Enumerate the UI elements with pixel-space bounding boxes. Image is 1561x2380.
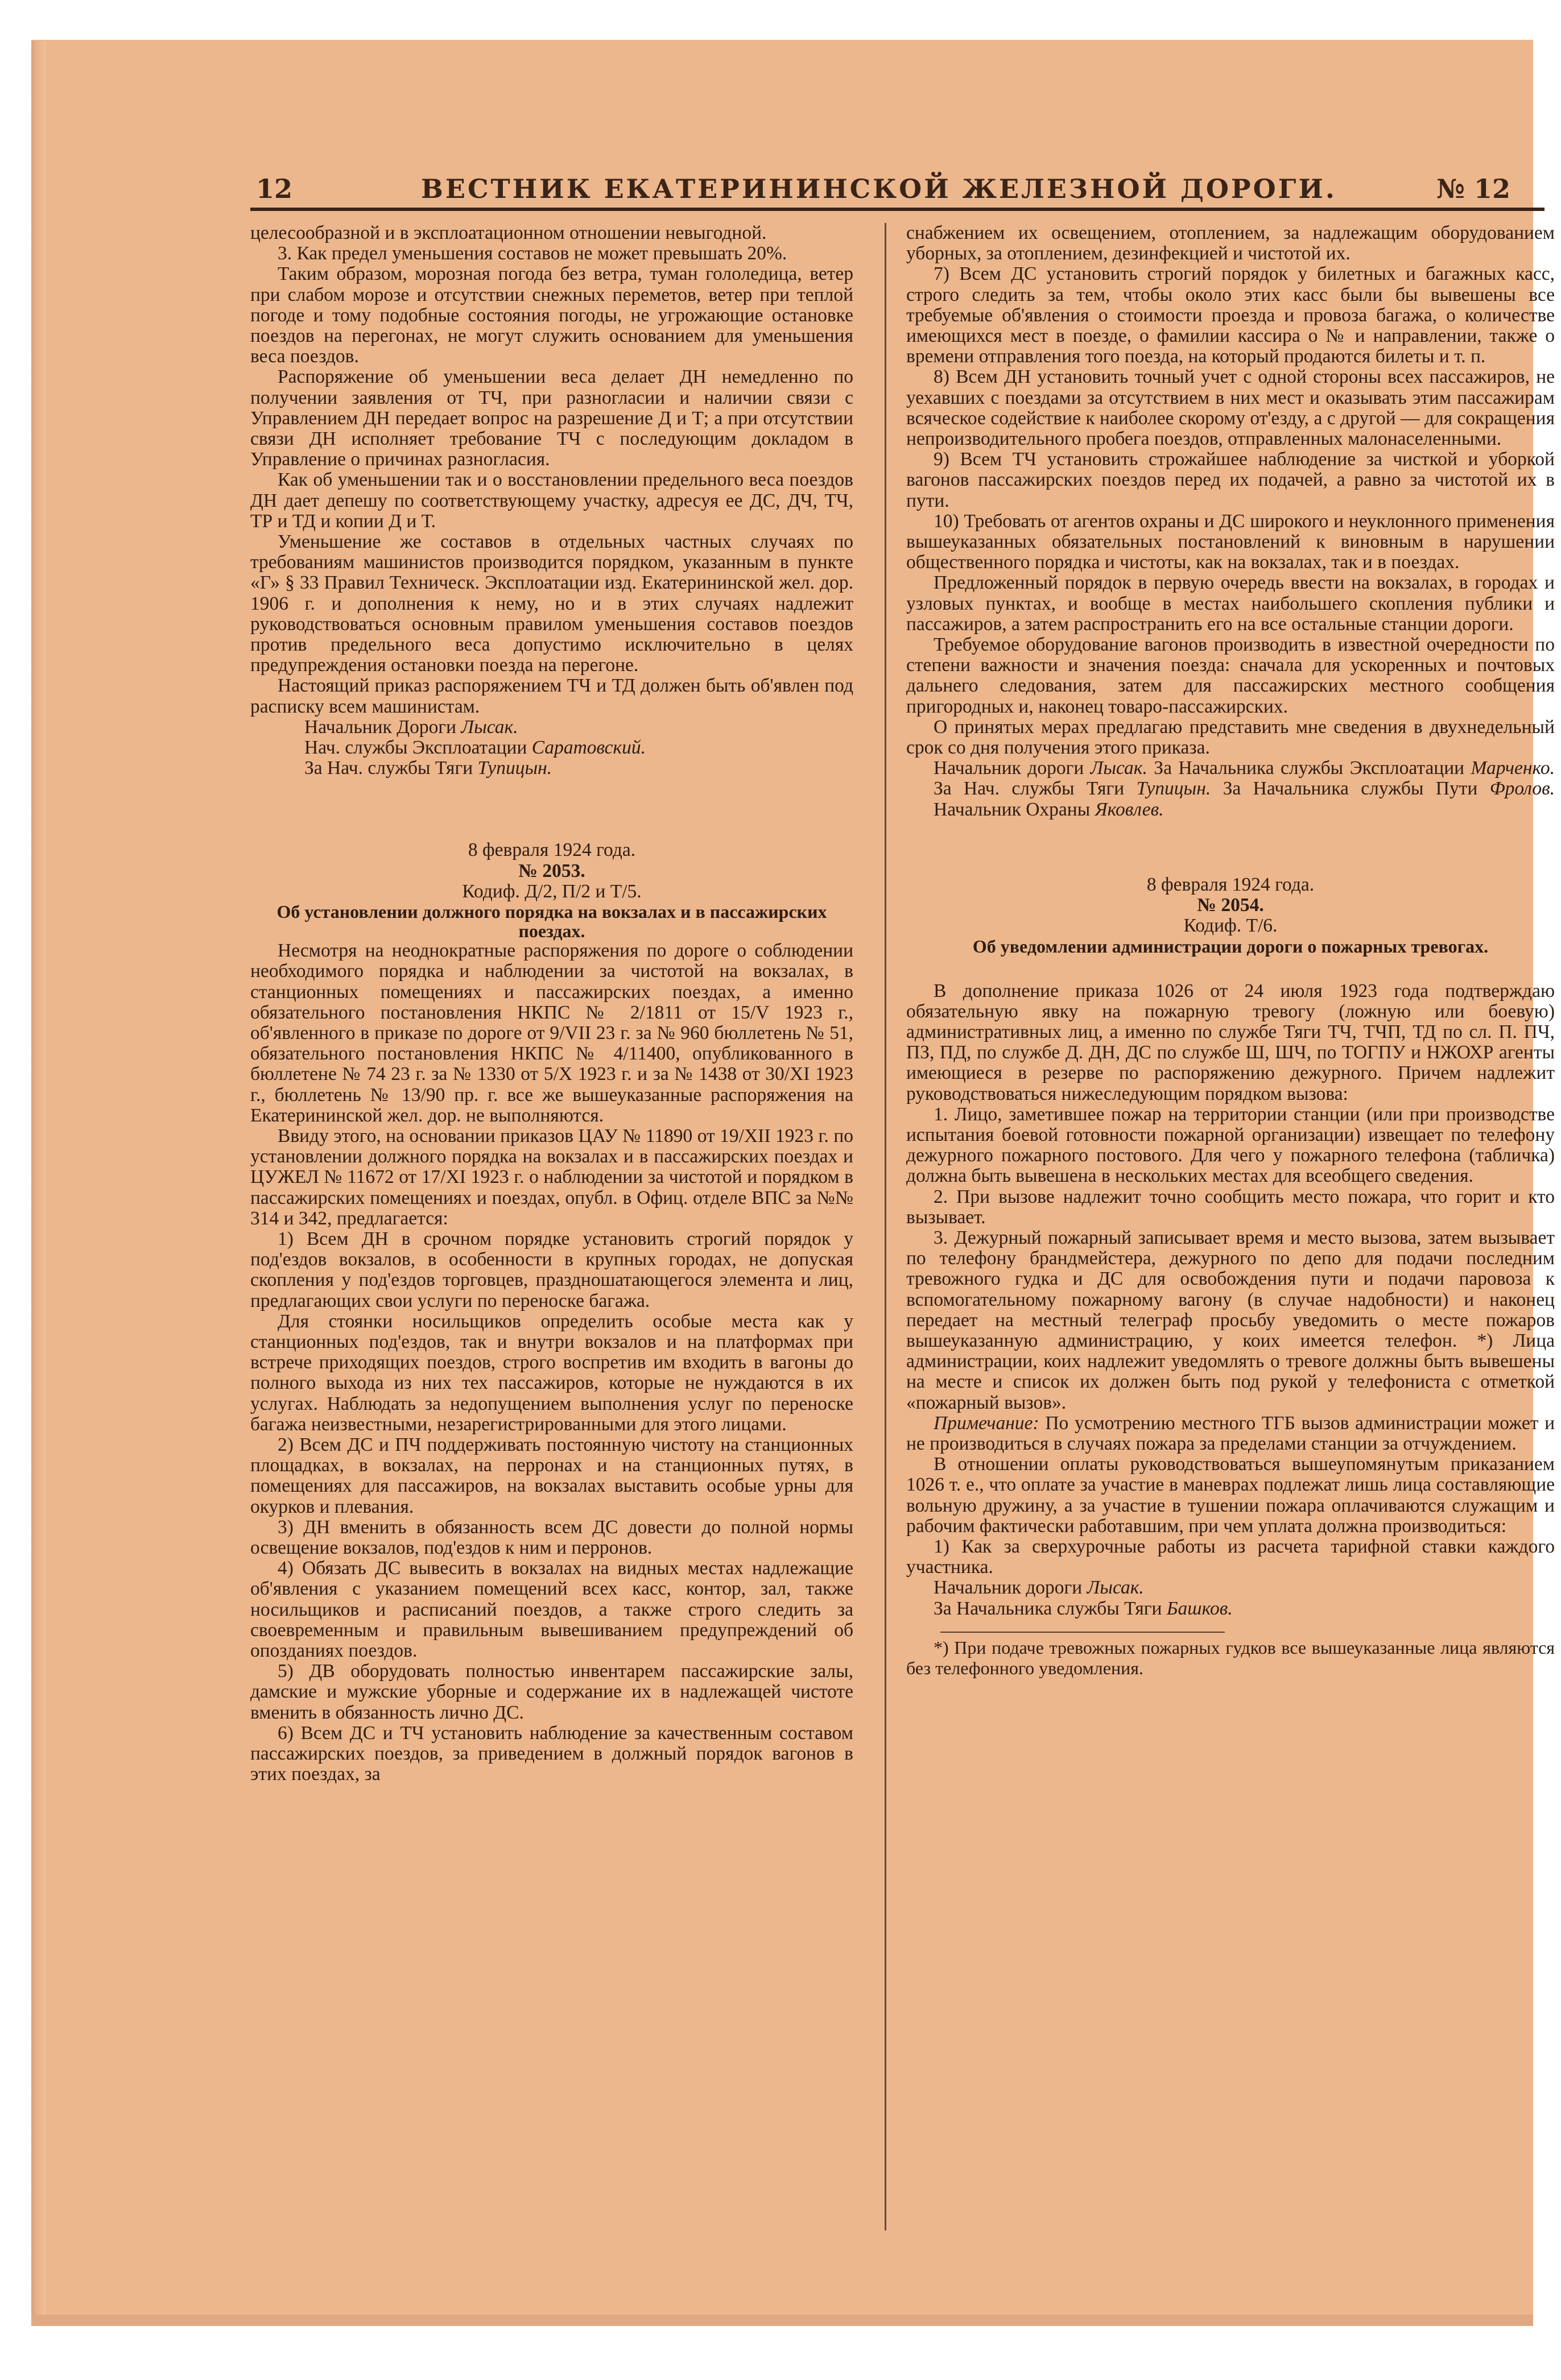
paragraph: 6) Всем ДС и ТЧ установить наблюдение за качественным составом пассажирских поездов, за приведением в должный порядок вагонов в этих поездах, за [250, 1722, 853, 1785]
issue-number: № 12 [1436, 173, 1511, 204]
order-title: Об установлении должного порядка на вокзалах и в пассажирских поездах. [276, 901, 827, 942]
order-codification: Кодиф. Т/6. [1183, 915, 1278, 937]
signature-name: Лысак. [461, 716, 518, 738]
page-bottom-edge [31, 2315, 1533, 2326]
header-rule [250, 208, 1545, 211]
order-title: Об уведомлении администрации дороги о пожарных тревогах. [972, 936, 1489, 957]
signature-title: Начальник дороги [934, 1577, 1083, 1599]
paragraph: 8) Всем ДН установить точный учет с одной стороны всех пассажиров, не уехавших с поездами за отсутствием в них мест и оказывать этим пассажирам всяческое содействие к наиболее скорому от'езду, а с другой — для сокращения непроизводительного пробега поездов, отправленных малонаселенными. [906, 366, 1555, 450]
paragraph: Как об уменьшении так и о восстановлении предельного веса поездов ДН дает депешу по соответствующему участку, адресуя ее ДС, ДЧ, ТЧ, ТР и ТД и копии Д и Т. [250, 469, 853, 532]
paragraph: 4) Обязать ДС вывесить в вокзалах на видных местах надлежащие об'явления с указанием помещений всех касс, контор, зал, также носильщиков и расписаний поездов, а также строго следить за своевременным и правильным вывешиванием предупреждений об опозданиях поездов. [250, 1558, 853, 1661]
left-column [250, 223, 853, 1785]
newspaper-title: ВЕСТНИК ЕКАТЕРИНИНСКОЙ ЖЕЛЕЗНОЙ ДОРОГИ. [421, 173, 1337, 204]
paragraph: Ввиду этого, на основании приказов ЦАУ № 11890 от 19/XII 1923 г. по установлении должного порядка на вокзалах и в пассажирских поездах и ЦУЖЕЛ № 11672 от 17/XI 1923 г. о наблюдении за чистотой и порядком в пассажирских помещениях и поездах, опубл. в Офиц. отделе ВПС за №№ 314 и 342, предлагается: [250, 1125, 853, 1229]
paragraph: Настоящий приказ распоряжением ТЧ и ТД должен быть об'явлен под расписку всем машинистам. [250, 675, 853, 717]
right-column [906, 223, 1555, 1678]
signature-name: Башков. [1166, 1597, 1233, 1619]
paragraph: В отношении оплаты руководствоваться вышеупомянутым приказанием 1026 т. е., что оплате за участие в маневрах подлежат лишь лица составляющие вольную дружину, а за участие в тушении пожара оплачиваются служащим и рабочим фактически работавшим, при чем уплата должна производиться: [906, 1454, 1555, 1537]
paragraph: Уменьшение же составов в отдельных частных случаях по требованиям машинистов производится порядком, указанным в пункте «Г» § 33 Правил Техническ. Эксплоатации изд. Екатерининской жел. дор. 1906 г. и дополнения к нему, но и в этих случаях надлежит руководствоваться основным правилом уменьшения составов поездов против предельного веса допустимо исключительно в целях предупреждения остановки поезда на перегоне. [250, 531, 853, 676]
paragraph: 5) ДВ оборудовать полностью инвентарем пассажирские залы, дамские и мужские уборные и содержание их в надлежащей чистоте вменить в обязанность лично ДС. [250, 1661, 853, 1723]
footnote-rule [940, 1632, 1225, 1633]
order-date: 8 февраля 1924 года. [1146, 874, 1315, 895]
signature-title: За Начальника службы Эксплоатации [1154, 758, 1465, 779]
signature-title: За Нач. службы Тяги [934, 778, 1125, 800]
paragraph: 10) Требовать от агентов охраны и ДС широкого и неуклонного применения вышеуказанных обязательных постановлений к виновным в нарушении общественного порядка и чистоты, как на вокзалах, так и в поездах. [906, 510, 1555, 573]
paragraph: 3. Как предел уменьшения составов не может превышать 20%. [278, 243, 787, 264]
signature-line [906, 1599, 1555, 1619]
note-label: Примечание: [934, 1412, 1039, 1434]
paragraph: 1. Лицо, заметившее пожар на территории станции (или при производстве испытания боевой готовности пожарной организации) извещает по телефону дежурного пожарного постового. Для чего у пожарного телефона (табличка) должна быть вывешена в нескольких местах для всеобщего сведения. [906, 1103, 1555, 1187]
signature-title: За Нач. службы Тяги [304, 758, 473, 779]
paragraph: 2) Всем ДС и ПЧ поддерживать постоянную чистоту на станционных площадках, в вокзалах, на перронах и на станционных путях, в помещениях для пассажиров, на вокзалах выставить особые урны для окурков и плевания. [250, 1434, 853, 1517]
signature-title: Начальник Дороги [304, 716, 457, 738]
signature-name: Фролов. [1489, 778, 1555, 800]
signature-title: Начальник Охраны [934, 798, 1091, 820]
signature-name: Тупицын. [477, 758, 552, 779]
paragraph: Предложенный порядок в первую очередь ввести на вокзалах, в городах и узловых пунктах, и вообще в местах наибольшего скопления публики и пассажиров, а затем распространить его на все остальные станции дороги. [906, 572, 1555, 635]
paragraph: Распоряжение об уменьшении веса делает ДН немедленно по получении заявления от ТЧ, при разногласии и наличии связи с Управлением ДН передает вопрос на разрешение Д и Т; а при отсутствии связи ДН исполняет требование ТЧ с последующим докладом в Управление о причинах разногласия. [250, 366, 853, 470]
signature-line [250, 717, 853, 738]
signature-line [906, 1578, 1555, 1598]
paragraph: 3) ДН вменить в обязанность всем ДС довести до полной нормы освещение вокзалов, под'ездов к ним и перронов. [250, 1516, 853, 1558]
signature-title: Нач. службы Эксплоатации [304, 737, 527, 759]
signature-line [250, 758, 853, 779]
signature-line [250, 738, 853, 758]
page-stack-edge [31, 41, 46, 2325]
paragraph: Для стоянки носильщиков определить особые места как у станционных под'ездов, так и внутри вокзалов и на платформах при встрече приходящих поездов, строго воспретив им входить в вагоны до полного выхода из них тех пассажиров, которые не нуждаются в их услугах. Наблюдать за недопущением выполнения услуг по переноске багажа неизвестными, незарегистрированными для этого лицами. [250, 1310, 853, 1435]
signature-name: Тупицын. [1136, 778, 1211, 800]
order-number: № 2054. [1197, 895, 1264, 916]
signature-block [906, 758, 1555, 820]
signature-title: Начальник дороги [934, 758, 1084, 779]
signature-name: Лысак. [1087, 1577, 1144, 1599]
note-paragraph [906, 1413, 1555, 1454]
page-number: 12 [256, 173, 293, 204]
paragraph: 7) Всем ДС установить строгий порядок у билетных и багажных касс, строго следить за тем, чтобы около этих касс были бы вывешены все требуемые об'явления о стоимости проезда и провоза багажа, о количестве имеющихся мест в поезде, о фамилии кассира о № и направлении, также о времени отправления того поезда, на который продаются билеты и т. п. [906, 263, 1555, 367]
paragraph: 1) Как за сверхурочные работы из расчета тарифной ставки каждого участника. [906, 1535, 1555, 1578]
paragraph: снабжением их освещением, отоплением, за надлежащим оборудованием уборных, за отоплением, дезинфекцией и чистотой их. [906, 222, 1555, 264]
signature-name: Саратовский. [531, 737, 646, 759]
signature-name: Яковлев. [1095, 798, 1164, 820]
paragraph: О принятых мерах предлагаю представить мне сведения в двухнедельный срок со дня получения этого приказа. [906, 716, 1555, 759]
paragraph: 1) Всем ДН в срочном порядке установить строгий порядок у под'ездов вокзалов, в особенности в крупных городах, не допуская скопления у под'ездов торговцев, праздношатающегося элемента и лиц, предлагающих свои услуги по переноске багажа. [250, 1228, 853, 1311]
paragraph: 3. Дежурный пожарный записывает время и место вызова, затем вызывает по телефону брандмейстера, дежурного по депо для подачи последним тревожного гудка и ДС для освобождения пути и подачи паровоза к вспомогательному пожарному вагону (в случае надобности) и наконец передает на местный телеграф просьбу уведомить о месте пожаров вышеуказанную администрацию, у коих имеется телефон. *) Лица администрации, коих надлежит уведомлять о тревоге должны быть вывешены на месте и список их должен быть под рукой у телефониста с отметкой «пожарный вызов». [906, 1227, 1555, 1413]
paragraph: Несмотря на неоднократные распоряжения по дороге о соблюдении необходимого порядка и наблюдении за чистотой на вокзалах, в станционных помещениях и пассажирских поездах, а именно обязательного постановления НКПС № 2/1811 от 15/V 1923 г., об'явленного в приказе по дороге от 9/VII 23 г. за № 960 бюллетень № 51, обязательного постановления НКПС № 4/11400, опубликованного в бюллетене № 74 23 г. за № 1330 от 5/X 1923 г. и за № 1438 от 30/XI 1923 г., бюллетень № 13/90 пр. г. все же вышеуказанные распоряжения на Екатерининской жел. дор. не выполняются. [250, 940, 853, 1126]
note-text: По усмотрению местного ТГБ вызов администрации может и не производиться в случаях пожара за пределами станции за отчуждением. [906, 1412, 1555, 1454]
footnote: *) При подаче тревожных пожарных гудков все вышеуказанные лица являются без телефонного уведомления. [906, 1637, 1555, 1678]
order-number: № 2053. [518, 860, 585, 881]
signature-name: Марченко. [1471, 758, 1555, 779]
column-divider [885, 223, 886, 2230]
signature-title: За Начальника службы Пути [1223, 778, 1478, 800]
paragraph: 9) Всем ТЧ установить строжайшее наблюдение за чисткой и уборкой вагонов пассажирских поездов перед их подачей, а равно за чистотой их в пути. [906, 449, 1555, 511]
signature-name: Лысак. [1090, 758, 1147, 779]
order-codification: Кодиф. Д/2, П/2 и Т/5. [462, 880, 642, 902]
signature-title: За Начальника службы Тяги [934, 1597, 1162, 1619]
paragraph: целесообразной и в эксплоатационном отношении невыгодной. [250, 222, 767, 243]
paragraph: В дополнение приказа 1026 от 24 июля 1923 года подтверждаю обязательную явку на пожарную тревогу (ложную или боевую) административных лиц, а именно по службе Тяги ТЧ, ТЧП, ТД по сл. П. ПЧ, ПЗ, ПД, по службе Д. ДН, ДС по службе Ш, ШЧ, по ТОГПУ и НЖОХР агенты имеющиеся в резерве по распоряжению дежурного. Причем надлежит руководствоваться нижеследующим порядком вызова: [906, 980, 1555, 1104]
paragraph: 2. При вызове надлежит точно сообщить место пожара, что горит и кто вызывает. [906, 1186, 1555, 1228]
order-date: 8 февраля 1924 года. [468, 839, 636, 861]
paragraph: Требуемое оборудование вагонов производить в известной очередности по степени важности и значения поезда: сначала для ускоренных и почтовых дальнего следования, затем для пассажирских местного сообщения пригородных и, наконец товаро-пассажирских. [906, 634, 1555, 717]
paragraph: Таким образом, морозная погода без ветра, туман гололедица, ветер при слабом морозе и отсутствии снежных переметов, ветер при теплой погоде и тому подобные состояния погоды, не угрожающие остановке поездов на перегонах, не могут служить основанием для уменьшения веса поездов. [250, 263, 853, 367]
